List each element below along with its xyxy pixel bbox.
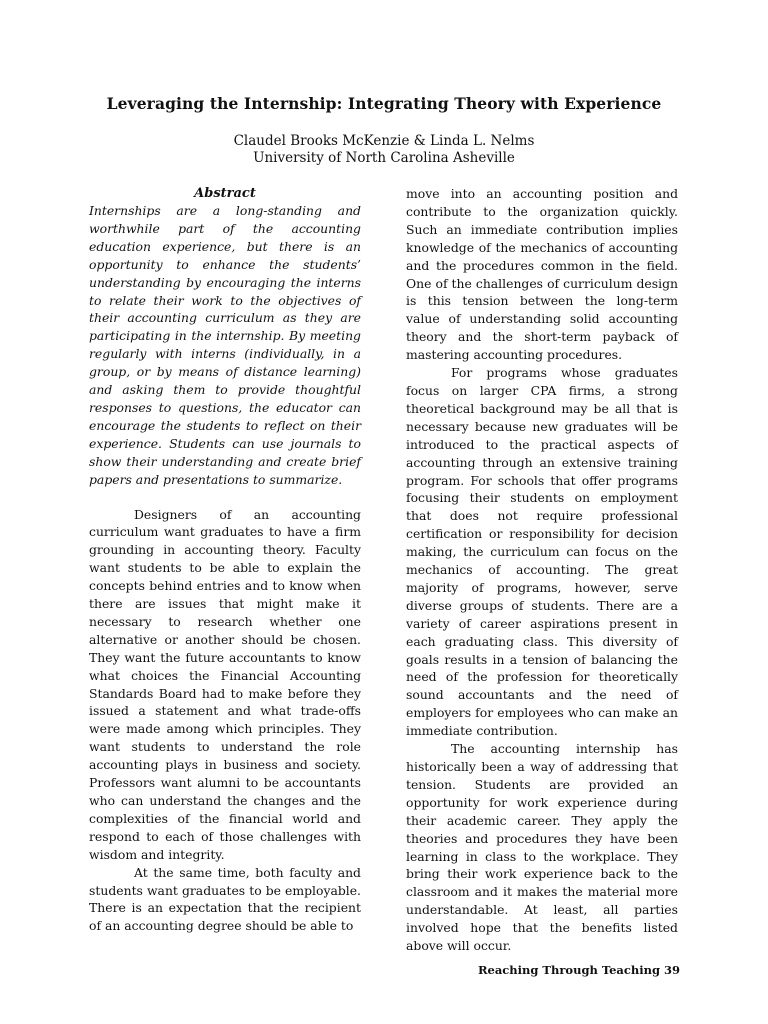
left-column — [89, 185, 361, 935]
body-paragraph-3: For programs whose graduates focus on larger CPA firms, a strong theoretical background may be all that is necessary because new graduates will be introduced to the practical aspects of accounting through an extensive training program. For schools that offer programs focusing their students on employment that does not require professional certification or responsibility for decision making, the curriculum can focus on the mechanics of accounting. The great majority of programs, however, serve diverse groups of students. There are a variety of career aspirations present in each graduating class. This diversity of goals results in a tension of balancing the need of the profession for theoretically sound accountants and the need of employers for employees who can make an immediate contribution. — [406, 365, 678, 739]
running-footer: Reaching Through Teaching 39 — [477, 963, 680, 977]
body-paragraph-2: At the same time, both faculty and students want graduates to be employable. There is an expectation that the recipient of an accounting degree should be able to — [89, 864, 361, 934]
body-paragraph-2-continued: move into an accounting position and contribute to the organization quickly. Such an immediate contribution implies knowledge of the mechanics of accounting and the procedures common in the field. One of the challenges of curriculum design is this tension between the long-term value of understanding solid accounting theory and the short-term payback of mastering accounting procedures. — [406, 186, 678, 363]
author-block — [0, 133, 768, 167]
paper-title: Leveraging the Internship: Integrating Theory with Experience — [106, 94, 662, 113]
body-paragraph-1: Designers of an accounting curriculum want graduates to have a firm grounding in accounting theory. Faculty want students to be able to explain the concepts behind entries and to know when there are issues that might make it necessary to research whether one alternative or another should be chosen. They want the future accountants to know what choices the Financial Accounting Standards Board had to make before they issued a statement and what trade-offs were made among which principles. They want students to understand the role accounting plays in business and society. Professors want alumni to be accountants who can understand the changes and the complexities of the financial world and respond to each of those challenges with wisdom and integrity. — [89, 506, 361, 862]
author-affiliation: University of North Carolina Asheville — [253, 150, 515, 166]
section-gap — [89, 489, 361, 506]
abstract-heading: Abstract — [194, 186, 256, 201]
abstract-text: Internships are a long-standing and worthwhile part of the accounting education experience, but there is an opportunity to enhance the students’ understanding by encouraging the interns to relate their work to the objectives of their accounting curriculum as they are participating in the internship. By meeting regularly with interns (individually, in a group, or by means of distance learning) and asking them to provide thoughtful responses to questions, the educator can encourage the students to reflect on their experience. Students can use journals to show their understanding and create brief papers and presentations to summarize. — [89, 203, 361, 487]
right-column — [406, 185, 678, 955]
body-paragraph-4: The accounting internship has historically been a way of addressing that tension. Students are provided an opportunity for work experience during their academic career. They apply the theories and procedures they have been learning in class to the workplace. They bring their work experience back to the classroom and it makes the material more understandable. At least, all parties involved hope that the benefits listed above will occur. — [406, 741, 678, 954]
author-names: Claudel Brooks McKenzie & Linda L. Nelms — [233, 133, 535, 149]
